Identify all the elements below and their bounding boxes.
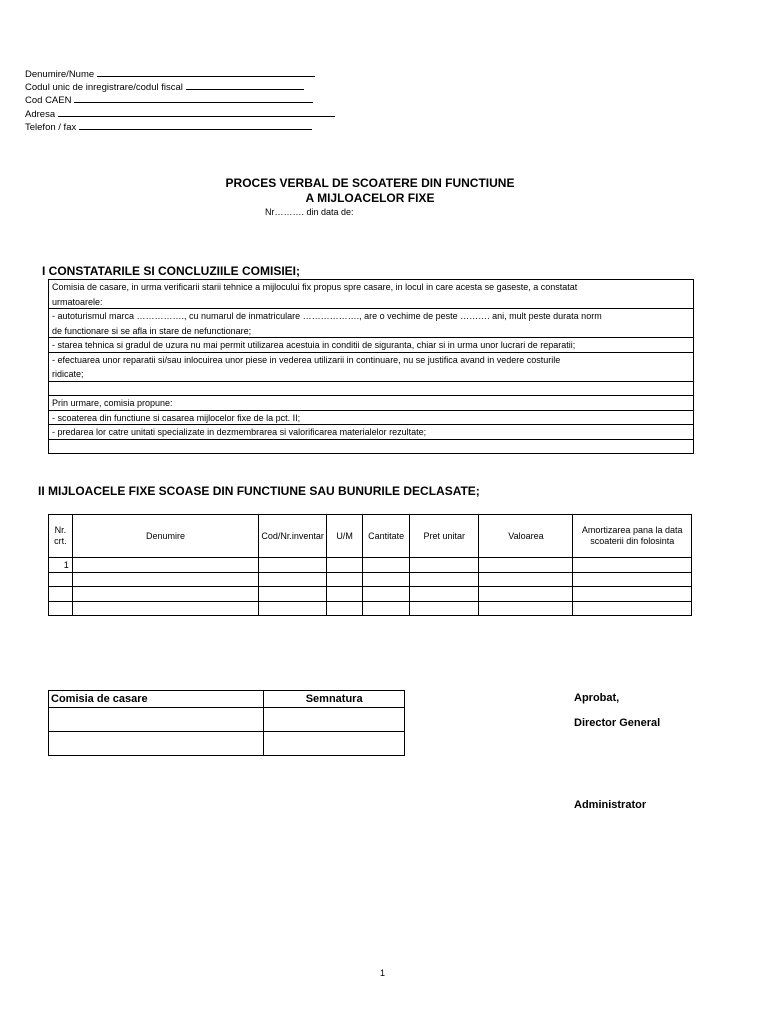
approved-label: Aprobat, bbox=[574, 692, 620, 704]
address-blank bbox=[58, 108, 335, 117]
col-um: U/M bbox=[326, 515, 362, 558]
address-field-row bbox=[25, 108, 335, 120]
name-field-row bbox=[25, 68, 315, 80]
cui-label: Codul unic de inregistrare/codul fiscal bbox=[25, 82, 183, 93]
assets-table bbox=[48, 514, 692, 616]
caen-field-row bbox=[25, 94, 313, 106]
document-title-line1: PROCES VERBAL DE SCOATERE DIN FUNCTIUNE bbox=[225, 176, 515, 190]
cui-field-row bbox=[25, 81, 304, 93]
name-label: Denumire/Nume bbox=[25, 69, 95, 80]
signature-header: Semnatura bbox=[264, 691, 405, 708]
findings-row: - starea tehnica si gradul de uzura nu mai permit utilizarea acestuia in conditii de siguranta, chiar si in urma unor lucrari de reparatii; bbox=[49, 338, 693, 353]
phone-label: Telefon / fax bbox=[25, 122, 77, 133]
findings-row: ridicate; bbox=[49, 367, 693, 382]
findings-table bbox=[48, 279, 694, 454]
document-title-line2: A MIJLOACELOR FIXE bbox=[305, 191, 435, 205]
findings-row: de functionare si se afla in stare de nefunctionare; bbox=[49, 324, 693, 339]
findings-row: - predarea lor catre unitati specializate in dezmembrarea si valorificarea materialelor rezultate; bbox=[49, 425, 693, 440]
section1-heading: I CONSTATARILE SI CONCLUZIILE COMISIEI; bbox=[42, 264, 300, 278]
col-cantitate: Cantitate bbox=[363, 515, 410, 558]
col-amortizarea: Amortizarea pana la data scoaterii din folosinta bbox=[573, 515, 692, 558]
col-valoarea: Valoarea bbox=[479, 515, 573, 558]
table-row bbox=[49, 587, 692, 602]
cui-blank bbox=[186, 81, 304, 90]
address-label: Adresa bbox=[25, 109, 56, 120]
page-number: 1 bbox=[380, 968, 386, 978]
commission-header: Comisia de casare bbox=[49, 691, 264, 708]
phone-field-row bbox=[25, 121, 312, 133]
table-row bbox=[49, 558, 692, 573]
caen-label: Cod CAEN bbox=[25, 95, 72, 106]
document-number-date: Nr………. din data de: bbox=[265, 207, 354, 217]
commission-table bbox=[48, 690, 405, 756]
col-pret-unitar: Pret unitar bbox=[410, 515, 479, 558]
table-row bbox=[49, 572, 692, 587]
findings-row: - efectuarea unor reparatii si/sau inlocuirea unor piese in vederea utilizarii in continuare, nu se justifica avand in vedere costurile bbox=[52, 354, 561, 365]
findings-row bbox=[49, 382, 693, 397]
director-label: Director General bbox=[574, 717, 661, 729]
section2-heading: II MIJLOACELE FIXE SCOASE DIN FUNCTIUNE SAU BUNURILE DECLASATE; bbox=[38, 484, 480, 498]
phone-blank bbox=[79, 121, 312, 130]
row-nr: 1 bbox=[49, 558, 73, 573]
table-row bbox=[49, 732, 405, 756]
col-denumire: Denumire bbox=[72, 515, 259, 558]
col-nr-crt: Nr. crt. bbox=[49, 515, 73, 558]
administrator-label: Administrator bbox=[574, 799, 647, 811]
findings-row: - autoturismul marca ……………., cu numarul de inmatriculare ………………., are o vechime de peste ………. ani, mult peste durata norm bbox=[52, 311, 602, 321]
table-row bbox=[49, 708, 405, 732]
findings-row: Prin urmare, comisia propune: bbox=[49, 396, 693, 411]
name-blank bbox=[97, 68, 315, 77]
table-row bbox=[49, 601, 692, 616]
findings-row: Comisia de casare, in urma verificarii starii tehnice a mijlocului fix propus spre casare, in locul in care acesta se gaseste, a constatat bbox=[52, 282, 578, 292]
findings-row: urmatoarele: bbox=[49, 295, 693, 310]
findings-row: - scoaterea din functiune si casarea mijlocelor fixe de la pct. II; bbox=[49, 411, 693, 426]
col-cod-inventar: Cod/Nr.inventar bbox=[259, 515, 327, 558]
findings-row bbox=[49, 440, 693, 455]
caen-blank bbox=[74, 94, 313, 103]
